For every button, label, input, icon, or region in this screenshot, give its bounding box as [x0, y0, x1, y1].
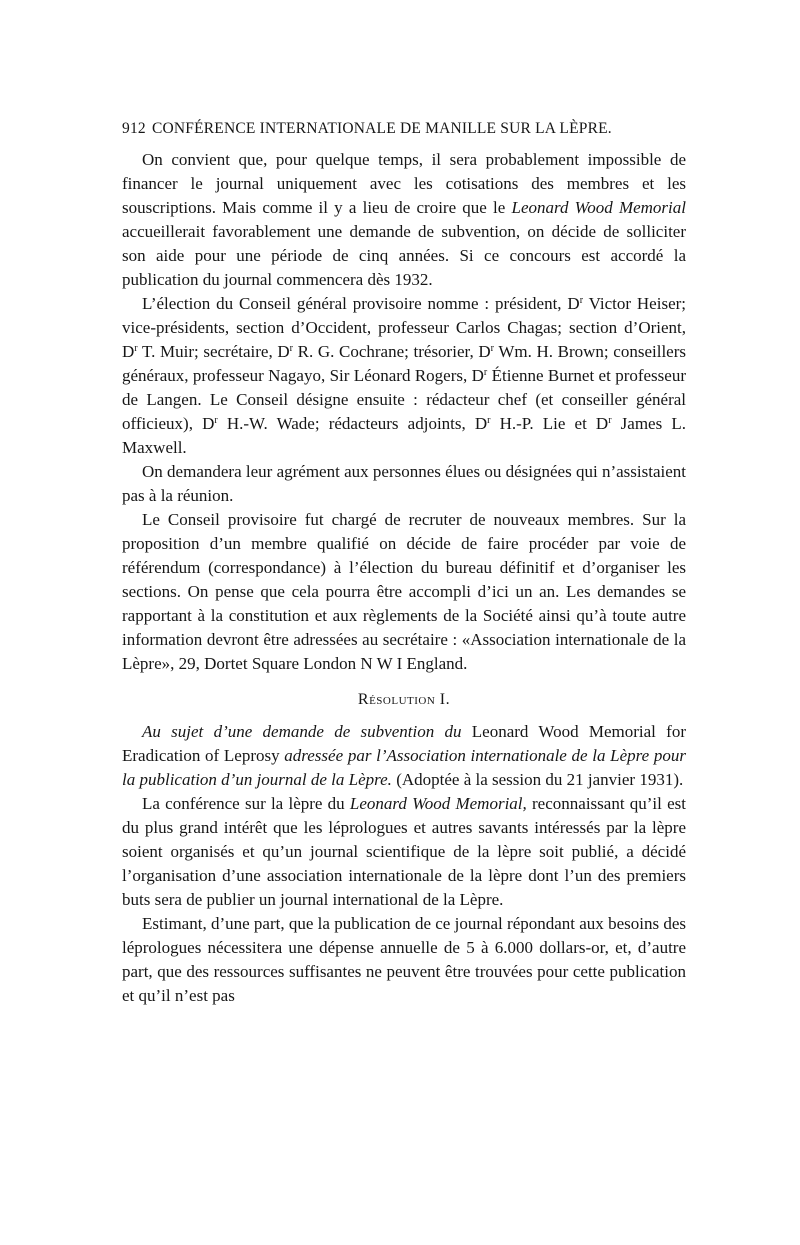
text-span: accueillerait favorablement une demande de subvention, on décide de solliciter son aide pour une période de cinq années. Si ce concours est accordé la publication du journal commencera dès 1932.	[122, 222, 686, 289]
superscript: r	[490, 343, 494, 354]
text-span: reconnaissant qu’il est du plus grand intérêt que les léprologues et autres savants intéressés par la lèpre soient organisés et qu’un journal scientifique de la lèpre soit publié, a décidé l’organisation d’une association internationale de la lèpre dont l’un des premiers buts sera de publier un journal international de la Lèpre.	[122, 794, 687, 909]
superscript: r	[214, 415, 218, 426]
superscript: r	[487, 415, 491, 426]
page-number: 912	[122, 120, 146, 137]
superscript: r	[289, 343, 293, 354]
paragraph-conference	[122, 792, 686, 912]
text-span: H.-P. Lie et D	[490, 414, 609, 433]
resolution-heading-label: Résolution	[357, 691, 436, 708]
italic-text: Leonard Wood Memorial,	[349, 794, 527, 813]
text-span: Victor Heiser; vice-présidents, section d’Occident, professeur Carlos Chagas; section d’Orient, D	[122, 294, 686, 361]
document-page	[122, 118, 686, 1008]
superscript: r	[483, 367, 488, 378]
italic-text: Leonard Wood Memorial	[511, 198, 686, 217]
resolution-intro	[122, 720, 686, 792]
text-span: Leonard Wood Memorial for Eradication of Leprosy	[122, 722, 687, 765]
italic-text: adressée par l’Association internationale de la Lèpre pour la publication d’un journal de la Lèpre.	[122, 746, 687, 789]
paragraph-council: Le Conseil provisoire fut chargé de recruter de nouveaux membres. Sur la proposition d’un membre qualifié on décide de faire procéder par voie de référendum (correspondance) à l’élection du bureau définitif et d’organiser les sections. On pense que cela pourra être accompli d’ici un an. Les demandes se rapportant à la constitution et aux règlements de la Société ainsi qu’à toute autre information devront être adressées au secrétaire : «Association internationale de la Lèpre», 29, Dortet Square London N W I England.	[122, 510, 686, 673]
running-title: CONFÉRENCE INTERNATIONALE DE MANILLE SUR LA LÈPRE.	[151, 120, 612, 137]
text-span: James L. Maxwell.	[122, 414, 686, 457]
running-header	[122, 118, 686, 140]
paragraph-agreement: On demandera leur agrément aux personnes élues ou désignées qui n’assistaient pas à la réunion.	[122, 462, 686, 505]
paragraph-budget: Estimant, d’une part, que la publication de ce journal répondant aux besoins des léprologues nécessitera une dépense annuelle de 5 à 6.000 dollars-or, et, d’autre part, que des ressources suffisantes ne peuvent être trouvées pour cette publication et qu’il n’est pas	[122, 914, 686, 1005]
resolution-heading	[122, 688, 686, 712]
superscript: r	[134, 343, 138, 354]
resolution-heading-number: I.	[439, 691, 451, 708]
paragraph-election	[122, 292, 686, 460]
text-span: (Adoptée à la session du 21 janvier 1931).	[391, 770, 684, 789]
text-span: H.-W. Wade; rédacteurs adjoints, D	[217, 414, 488, 433]
text-span: Étienne Burnet et professeur de Langen. Le Conseil désigne ensuite : rédacteur chef (et conseiller général officieux), D	[122, 366, 686, 433]
text-span: R. G. Cochrane; trésorier, D	[292, 342, 491, 361]
superscript: r	[608, 415, 612, 426]
text-span: T. Muir; secrétaire, D	[137, 342, 290, 361]
text-span: Wm. H. Brown; conseillers généraux, professeur Nagayo, Sir Léonard Rogers, D	[122, 342, 686, 385]
text-span: La conférence sur la lèpre du	[142, 794, 350, 813]
superscript: r	[579, 295, 584, 306]
italic-text: Au sujet d’une demande de subvention du	[142, 722, 462, 741]
paragraph-funding	[122, 148, 686, 292]
text-span: On convient que, pour quelque temps, il sera probablement impossible de financer le journal uniquement avec les cotisations des membres et les souscriptions. Mais comme il y a lieu de croire que le	[122, 150, 686, 217]
text-span: L’élection du Conseil général provisoire nomme : président, D	[142, 294, 580, 313]
